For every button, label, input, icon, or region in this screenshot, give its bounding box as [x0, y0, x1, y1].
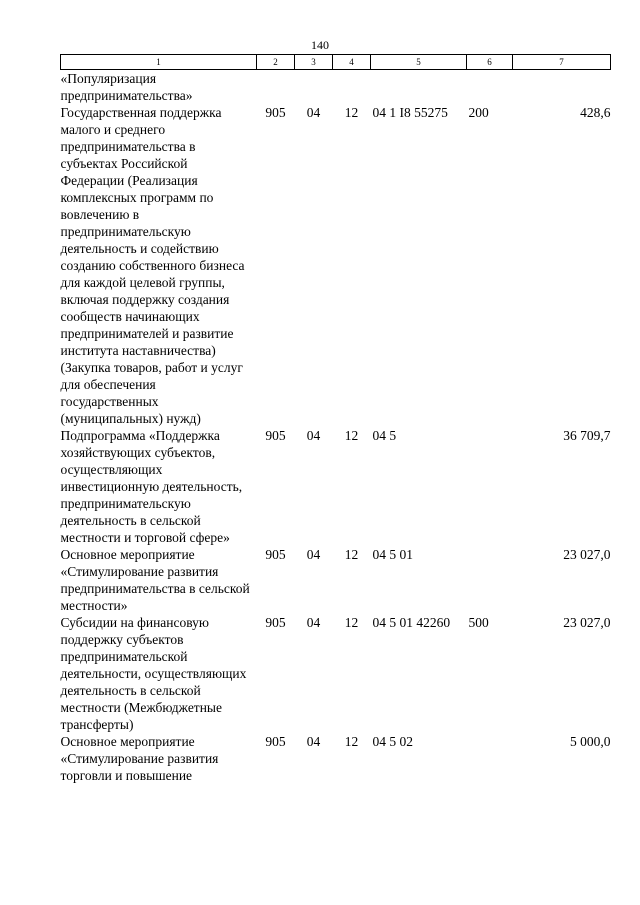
column-number-header [61, 55, 611, 70]
row-razdel: 04 [306, 615, 321, 630]
row-podrazdel: 12 [344, 105, 359, 120]
column-number: 4 [333, 55, 371, 70]
row-glava: 905 [265, 428, 286, 443]
table-row [61, 546, 611, 614]
row-glava: 905 [265, 547, 286, 562]
row-name: Подпрограмма «Поддержка хозяйствующих субъектов, осуществляющих инвестиционную деятельность, предпринимательскую деятельность в сельской местности и торговой сфере» [60, 428, 243, 545]
row-name: Государственная поддержка малого и среднего предпринимательства в субъектах Российской Федерации (Реализация комплексных программ по вовлечению в предпринимательскую деятельность и содействию созданию собственного бизнеса для каждой целевой группы, включая поддержку создания сообществ начинающих предпринимателей и развитие института наставничества) (Закупка товаров, работ и услуг для обеспечения государственных (муниципальных) нужд) [60, 105, 245, 426]
row-vr: 500 [468, 615, 489, 630]
row-vr [467, 70, 513, 105]
row-sum [513, 70, 611, 105]
row-glava: 905 [265, 734, 286, 749]
table-row [61, 614, 611, 733]
row-sum: 23 027,0 [563, 547, 611, 562]
row-podrazdel: 12 [344, 428, 359, 443]
row-razdel: 04 [306, 547, 321, 562]
row-csr: 04 5 [372, 428, 397, 443]
row-name: «Популяризация предпринимательства» [60, 71, 193, 103]
row-podrazdel: 12 [344, 734, 359, 749]
column-number: 1 [61, 55, 257, 70]
column-number: 6 [467, 55, 513, 70]
row-name: Основное мероприятие «Стимулирование развития предпринимательства в сельской местности» [60, 547, 250, 613]
table-row [61, 427, 611, 546]
row-vr [467, 546, 513, 614]
row-razdel: 04 [306, 428, 321, 443]
row-csr: 04 5 01 [372, 547, 413, 562]
column-number: 5 [371, 55, 467, 70]
column-number: 3 [295, 55, 333, 70]
row-vr [467, 427, 513, 546]
column-number: 2 [257, 55, 295, 70]
row-razdel: 04 [306, 105, 321, 120]
column-number: 7 [513, 55, 611, 70]
row-csr [371, 70, 467, 105]
row-podrazdel: 12 [344, 547, 359, 562]
row-podrazdel [333, 70, 371, 105]
table-row [61, 70, 611, 105]
row-razdel [295, 70, 333, 105]
row-csr: 04 5 02 [372, 734, 413, 749]
budget-table [60, 54, 611, 784]
row-razdel: 04 [306, 734, 321, 749]
row-csr: 04 5 01 42260 [372, 615, 451, 630]
page-number: 140 [311, 38, 329, 52]
row-name: Основное мероприятие «Стимулирование развития торговли и повышение [60, 734, 219, 783]
table-row [61, 733, 611, 784]
row-sum: 428,6 [580, 105, 611, 120]
row-sum: 36 709,7 [563, 428, 611, 443]
row-glava: 905 [265, 105, 286, 120]
row-sum: 5 000,0 [570, 734, 611, 749]
row-glava [257, 70, 295, 105]
row-vr [467, 733, 513, 784]
row-name: Субсидии на финансовую поддержку субъектов предпринимательской деятельности, осуществляющих деятельность в сельской местности (Межбюджетные трансферты) [60, 615, 247, 732]
row-podrazdel: 12 [344, 615, 359, 630]
row-csr: 04 1 I8 55275 [372, 105, 448, 120]
table-row [61, 104, 611, 427]
row-vr: 200 [468, 105, 489, 120]
row-glava: 905 [265, 615, 286, 630]
row-sum: 23 027,0 [563, 615, 611, 630]
